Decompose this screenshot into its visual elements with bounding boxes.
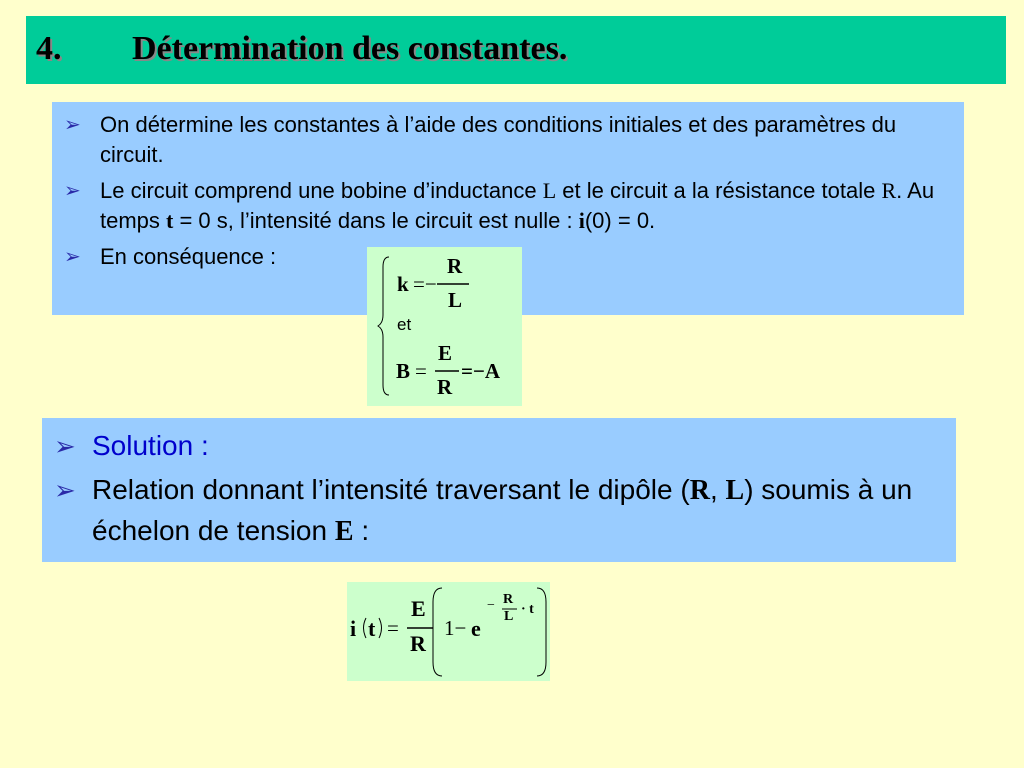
one-minus: 1− xyxy=(444,616,467,640)
symbol-L: L xyxy=(725,475,745,506)
list-item xyxy=(64,110,949,170)
bullet-text-part: et le circuit a la résistance totale xyxy=(556,178,882,203)
arrow-bullet-icon: ➢ xyxy=(54,431,76,461)
bullet-text-part: (0) = 0. xyxy=(584,208,656,233)
list-item xyxy=(64,176,949,236)
bullet-text-part: Relation donnant l’intensité traversant le dipôle ( xyxy=(92,474,690,505)
symbol-i: i xyxy=(578,208,585,233)
fraction-denominator-L: L xyxy=(448,288,463,312)
solution-bullet-list xyxy=(54,426,944,556)
bullet-text-part: = 0 s, l’intensité dans le circuit est nulle : xyxy=(173,208,579,233)
fraction-numerator-E: E xyxy=(411,596,426,621)
exponent-numerator-R: R xyxy=(503,592,514,607)
symbol-R: R xyxy=(881,178,897,203)
symbol-t: t xyxy=(166,208,174,233)
symbol-B: B xyxy=(396,359,411,383)
fraction-numerator-E: E xyxy=(438,341,453,365)
comma: , xyxy=(709,474,726,505)
arrow-bullet-icon: ➢ xyxy=(54,475,76,505)
arrow-bullet-icon: ➢ xyxy=(64,114,81,136)
bullet-text-part: ) soumis à un échelon de tension xyxy=(92,474,913,546)
symbol-R: R xyxy=(689,475,710,506)
arrow-bullet-icon: ➢ xyxy=(64,246,81,268)
symbol-E: E xyxy=(334,516,354,547)
fraction-denominator-R: R xyxy=(410,631,426,656)
exponent-minus: − xyxy=(487,598,495,613)
equals-minus-A: =−A xyxy=(461,359,501,383)
list-item xyxy=(54,470,944,552)
list-item xyxy=(54,426,944,466)
et-label: et xyxy=(397,315,412,334)
bullet-text-part: Le circuit comprend une bobine d’inductance xyxy=(100,178,543,203)
symbol-k: k xyxy=(397,272,409,296)
bullet-text: On détermine les constantes à l’aide des conditions initiales et des paramètres du circuit. xyxy=(100,112,897,167)
equals: = xyxy=(415,359,427,383)
fraction-numerator-R: R xyxy=(447,254,463,278)
solution-label: Solution : xyxy=(92,430,209,461)
bullet-text-part: . Au temps xyxy=(100,178,935,233)
equals: = xyxy=(387,616,399,640)
symbol-i: i xyxy=(350,616,357,641)
exponent-dot-t: · t xyxy=(521,602,534,617)
symbol-e: e xyxy=(471,616,481,641)
equals-minus: =− xyxy=(413,272,437,296)
bullet-text: En conséquence : xyxy=(100,244,277,269)
exponent-denominator-L: L xyxy=(504,609,514,624)
title-bar xyxy=(26,16,1006,84)
arrow-bullet-icon: ➢ xyxy=(64,180,81,202)
constants-formula xyxy=(367,247,522,406)
symbol-t: t xyxy=(368,616,376,641)
fraction-denominator-R: R xyxy=(437,375,453,399)
title-number: 4. xyxy=(36,30,62,67)
solution-box xyxy=(42,418,956,562)
current-formula xyxy=(347,582,550,681)
page-title: Détermination des constantes. xyxy=(132,30,568,67)
bullet-text-part: : xyxy=(353,515,370,546)
symbol-L: L xyxy=(542,178,557,203)
